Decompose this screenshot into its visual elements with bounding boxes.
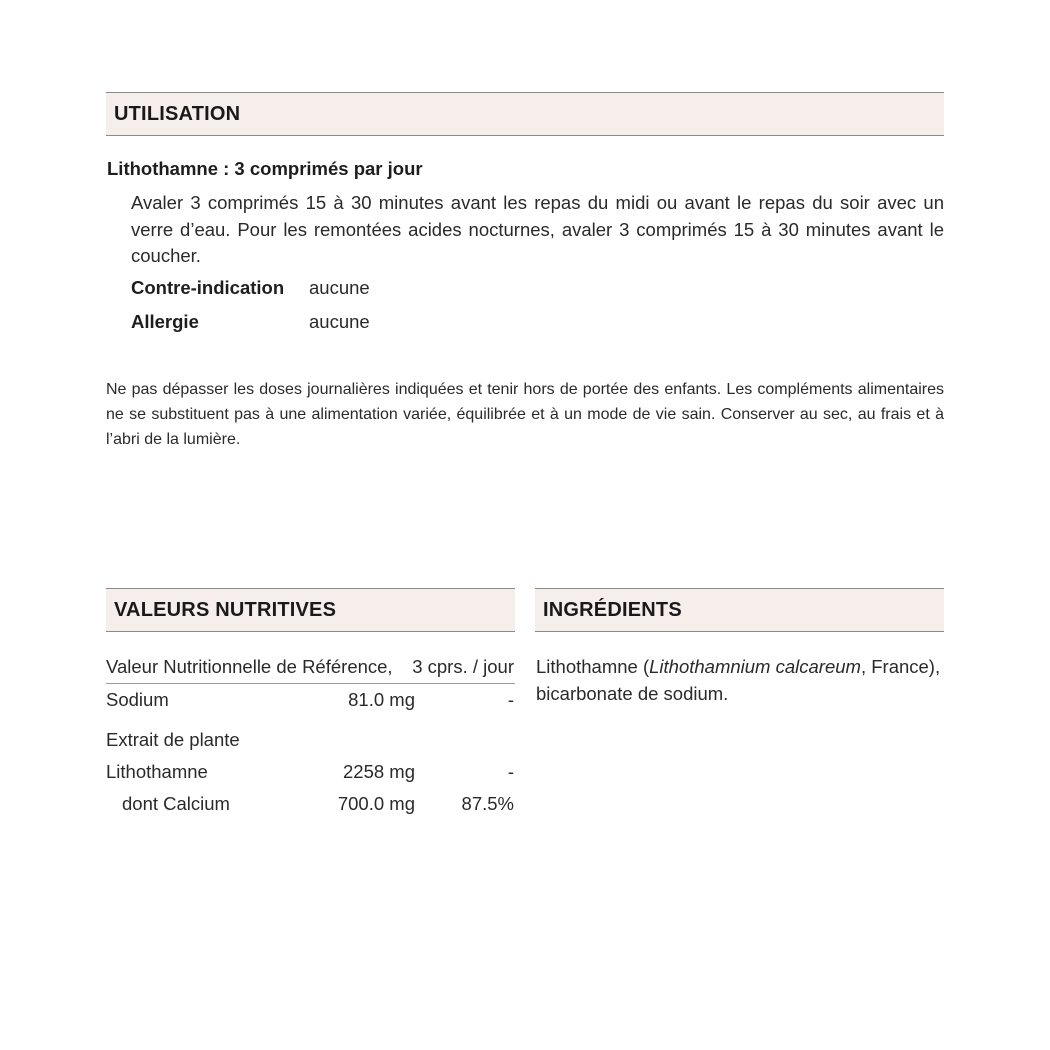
nutrition-row-percent: -: [507, 689, 514, 710]
contraindication-label: Contre-indication: [131, 277, 285, 298]
ingredients-section-title: INGRÉDIENTS: [543, 598, 682, 621]
ingredients-text-end: , France), bicarbonate de sodium.: [536, 656, 941, 704]
usage-instructions: Avaler 3 comprimés 15 à 30 minutes avant les repas du midi ou avant le repas du soir avec un verre d’eau. Pour les remontées acides nocturnes, avaler 3 comprimés 15 à 30 minutes avant le coucher.: [131, 192, 944, 266]
nutrition-row-amount: 81.0 mg: [348, 689, 415, 710]
nutrition-row-name: Sodium: [106, 689, 169, 710]
ingredients-text: [536, 653, 946, 707]
allergy-value: aucune: [309, 311, 370, 332]
nutrition-row-name: Extrait de plante: [106, 729, 240, 750]
nutrition-section-title: VALEURS NUTRITIVES: [114, 598, 337, 621]
nutrition-row-amount: 700.0 mg: [337, 793, 415, 814]
nutrition-section-header: [106, 588, 515, 632]
nutrition-row-amount: 2258 mg: [343, 761, 415, 782]
usage-section-title: UTILISATION: [114, 102, 241, 125]
nutrition-row-percent: -: [507, 761, 514, 782]
ingredients-latin-name: Lithothamnium calcareum: [649, 656, 861, 677]
usage-section-header: [106, 92, 944, 136]
nutrition-row-name: Lithothamne: [106, 761, 208, 782]
nutrition-column-header-reference: Valeur Nutritionnelle de Référence,: [106, 656, 393, 677]
ingredients-text-start: Lithothamne (: [536, 656, 650, 677]
nutrition-column-header-dose: 3 cprs. / jour: [412, 656, 514, 677]
nutrition-row-percent: 87.5%: [461, 793, 514, 814]
allergy-label: Allergie: [131, 311, 199, 332]
dose-title: Lithothamne : 3 comprimés par jour: [107, 158, 423, 179]
nutrition-header-divider: [106, 683, 515, 684]
warning-text: Ne pas dépasser les doses journalières indiquées et tenir hors de portée des enfants. Les compléments alimentaires ne se substituent pas à une alimentation variée, équilibrée et à un mode de vie sain. Conserver au sec, au frais et à l’abri de la lumière.: [106, 381, 944, 448]
contraindication-value: aucune: [309, 277, 370, 298]
nutrition-row-name: dont Calcium: [122, 793, 230, 814]
ingredients-section-header: [535, 588, 944, 632]
